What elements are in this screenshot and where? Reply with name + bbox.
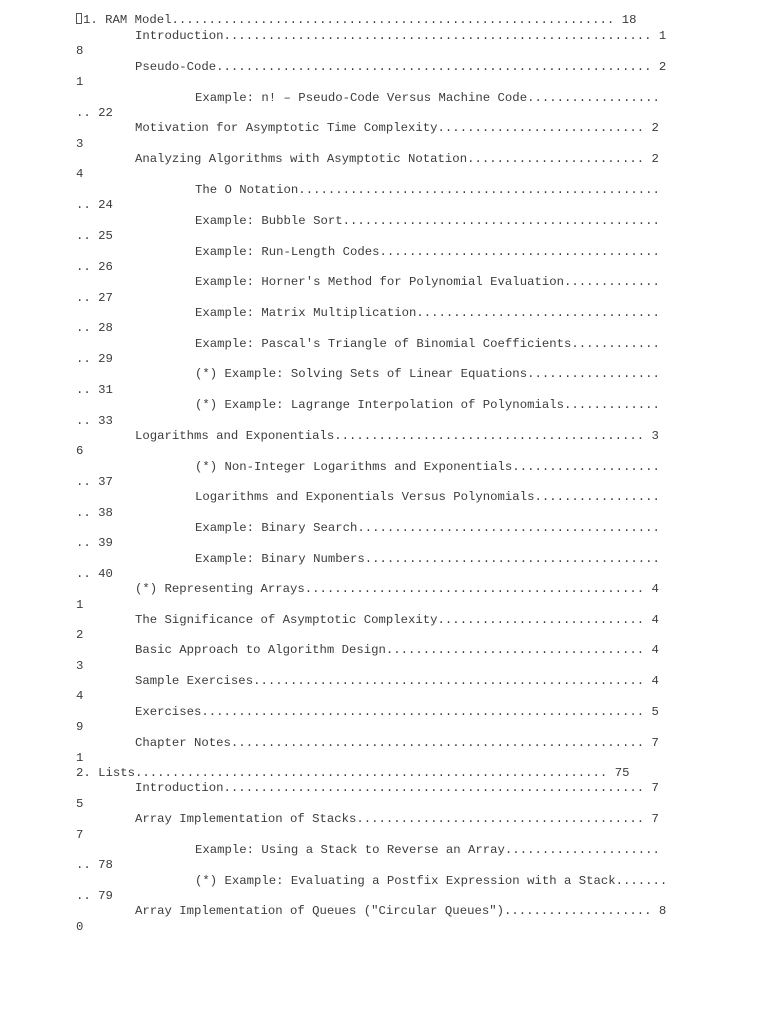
toc-subentry: The O Notation................................................. [195,183,660,197]
toc-subentry: Example: Bubble Sort........................................... [195,214,660,228]
toc-page-continuation: .. 79 [76,889,113,903]
toc-page-continuation: 4 [76,689,84,703]
toc-page-continuation: .. 78 [76,858,113,872]
toc-page-continuation: 1 [76,751,84,765]
toc-page-continuation: .. 39 [76,536,113,550]
toc-entry: Motivation for Asymptotic Time Complexity............................ 2 [135,121,659,135]
toc-entry: Analyzing Algorithms with Asymptotic Notation........................ 2 [135,152,659,166]
toc-entry: Sample Exercises..................................................... 4 [135,674,659,688]
toc-page-continuation: 3 [76,137,84,151]
toc-entry: Introduction......................................................... 7 [135,781,659,795]
toc-entry: Logarithms and Exponentials.......................................... 3 [135,429,659,443]
toc-page-continuation: 1 [76,75,84,89]
toc-subentry: (*) Non-Integer Logarithms and Exponentials.................... [195,460,660,474]
toc-entry: Array Implementation of Queues ("Circular Queues").................... 8 [135,904,667,918]
toc-page-continuation: 3 [76,659,84,673]
toc-page-continuation: .. 40 [76,567,113,581]
toc-page-continuation: 0 [76,920,84,934]
toc-chapter-2: 2. Lists................................................................ 75 [76,766,630,780]
toc-subentry: Example: Pascal's Triangle of Binomial Coefficients............ [195,337,660,351]
toc-page-continuation: 7 [76,828,84,842]
toc-entry: Introduction.......................................................... 1 [135,29,667,43]
toc-subentry: (*) Example: Lagrange Interpolation of Polynomials............. [195,398,660,412]
toc-page-continuation: .. 24 [76,198,113,212]
toc-page-continuation: .. 28 [76,321,113,335]
toc-page-continuation: 9 [76,720,84,734]
toc-page-continuation: .. 22 [76,106,113,120]
toc-page-continuation: .. 31 [76,383,113,397]
toc-entry: Chapter Notes........................................................ 7 [135,736,659,750]
toc-subentry: Example: Matrix Multiplication................................. [195,306,660,320]
toc-entry: Basic Approach to Algorithm Design................................... 4 [135,643,659,657]
toc-subentry: Example: Using a Stack to Reverse an Array..................... [195,843,660,857]
toc-page-continuation: .. 37 [76,475,113,489]
toc-entry: The Significance of Asymptotic Complexity............................ 4 [135,613,659,627]
toc-page-continuation: 8 [76,44,84,58]
toc-page-continuation: .. 38 [76,506,113,520]
toc-subentry: Example: Binary Search......................................... [195,521,660,535]
toc-subentry: Example: Binary Numbers........................................ [195,552,660,566]
toc-entry: Pseudo-Code........................................................... 2 [135,60,667,74]
toc-page-continuation: 5 [76,797,84,811]
toc-subentry: Example: Horner's Method for Polynomial Evaluation............. [195,275,660,289]
toc-page-continuation: 6 [76,444,84,458]
toc-page-continuation: .. 33 [76,414,113,428]
toc-subentry: (*) Example: Solving Sets of Linear Equations.................. [195,367,660,381]
toc-subentry: (*) Example: Evaluating a Postfix Expression with a Stack....... [195,874,668,888]
toc-subentry: Logarithms and Exponentials Versus Polynomials................. [195,490,660,504]
toc-page-continuation: 4 [76,167,84,181]
toc-chapter-1: 1. RAM Model............................................................ 18 [76,13,636,27]
toc-page-continuation: 1 [76,598,84,612]
toc-page-continuation: .. 27 [76,291,113,305]
toc-entry: Array Implementation of Stacks....................................... 7 [135,812,659,826]
toc-page-continuation: .. 29 [76,352,113,366]
missing-glyph-icon [76,13,82,24]
toc-entry: Exercises............................................................ 5 [135,705,659,719]
toc-subentry: Example: Run-Length Codes...................................... [195,245,660,259]
toc-page-continuation: 2 [76,628,84,642]
toc-subentry: Example: n! – Pseudo-Code Versus Machine Code.................. [195,91,660,105]
toc-page-continuation: .. 26 [76,260,113,274]
toc-page-continuation: .. 25 [76,229,113,243]
toc-entry: (*) Representing Arrays.............................................. 4 [135,582,659,596]
